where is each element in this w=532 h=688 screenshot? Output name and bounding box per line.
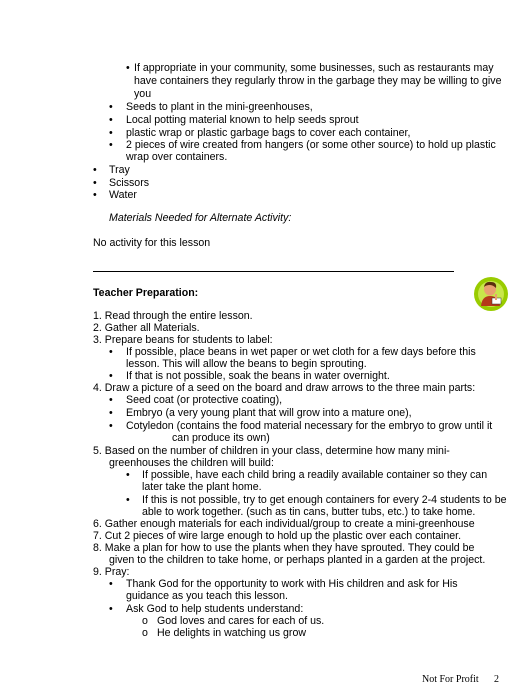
- prep-step-6: 6. Gather enough materials for each individual/group to create a mini-greenhouse: [93, 518, 475, 530]
- prep-sub-bullet-1: God loves and cares for each of us.: [157, 615, 325, 627]
- bullet: •: [109, 127, 113, 139]
- circle-bullet: o: [142, 627, 148, 639]
- prep-step-5-bullet-2-cont: able to work together. (such as tin cans, butter tubs, etc.) to take home.: [142, 506, 476, 518]
- materials-item-wire-cont: wrap over containers.: [126, 151, 228, 163]
- prep-step-4-bullet-2: Embryo (a very young plant that will grow into a mature one),: [126, 407, 412, 419]
- bullet: •: [109, 407, 113, 419]
- prep-step-5-cont: greenhouses the children will build:: [109, 457, 274, 469]
- bullet: •: [109, 139, 113, 151]
- prep-step-4-bullet-3-cont: can produce its own): [172, 432, 270, 444]
- circle-bullet: o: [142, 615, 148, 627]
- bullet: •: [109, 578, 113, 590]
- bullet: •: [109, 114, 113, 126]
- divider: [93, 271, 454, 272]
- bullet: •: [126, 62, 130, 74]
- prep-step-3-bullet-2: If that is not possible, soak the beans in water overnight.: [126, 370, 390, 382]
- prep-heading: Teacher Preparation:: [93, 287, 199, 299]
- bullet: •: [126, 494, 130, 506]
- prep-step-9-bullet-1-cont: guidance as you teach this lesson.: [126, 590, 288, 602]
- materials-item-tray: Tray: [109, 164, 130, 176]
- alternate-text: No activity for this lesson: [93, 237, 211, 249]
- prep-step-9-bullet-2: Ask God to help students understand:: [126, 603, 304, 615]
- prep-step-2: 2. Gather all Materials.: [93, 322, 200, 334]
- materials-item-seeds: Seeds to plant in the mini-greenhouses,: [126, 101, 313, 113]
- materials-sub-bullet-line-3: you: [134, 88, 152, 100]
- materials-item-potting: Local potting material known to help seeds sprout: [126, 114, 359, 126]
- bullet: •: [109, 370, 113, 382]
- prep-step-8-cont: given to the children to take home, or perhaps planted in a garden at the project.: [109, 554, 486, 566]
- materials-sub-bullet-line-1: If appropriate in your community, some businesses, such as restaurants may: [134, 62, 494, 74]
- page-number: 2: [494, 674, 499, 685]
- prep-step-5: 5. Based on the number of children in your class, determine how many mini-: [93, 445, 450, 457]
- materials-item-scissors: Scissors: [109, 177, 150, 189]
- materials-item-wire: 2 pieces of wire created from hangers (or some other source) to hold up plastic: [126, 139, 496, 151]
- prep-sub-bullet-2: He delights in watching us grow: [157, 627, 306, 639]
- prep-step-1: 1. Read through the entire lesson.: [93, 310, 253, 322]
- materials-item-water: Water: [109, 189, 137, 201]
- prep-step-9: 9. Pray:: [93, 566, 130, 578]
- footer-text: Not For Profit: [422, 674, 479, 685]
- materials-sub-bullet-line-2: have containers they regularly throw in the garbage they may be willing to give: [134, 75, 502, 87]
- prep-step-5-bullet-1: If possible, have each child bring a readily available container so they can: [142, 469, 488, 481]
- alternate-heading: Materials Needed for Alternate Activity:: [109, 212, 292, 224]
- prep-step-3: 3. Prepare beans for students to label:: [93, 334, 273, 346]
- prep-step-3-bullet-1-cont: lesson. This will allow the beans to begin sprouting.: [126, 358, 367, 370]
- prep-step-3-bullet-1: If possible, place beans in wet paper or wet cloth for a few days before this: [126, 346, 476, 358]
- prep-step-4-bullet-1: Seed coat (or protective coating),: [126, 394, 283, 406]
- bullet: •: [93, 189, 97, 201]
- bullet: •: [93, 177, 97, 189]
- prep-step-9-bullet-1: Thank God for the opportunity to work with His children and ask for His: [126, 578, 458, 590]
- bullet: •: [109, 394, 113, 406]
- prep-step-4: 4. Draw a picture of a seed on the board and draw arrows to the three main parts:: [93, 382, 476, 394]
- prep-step-4-bullet-3: Cotyledon (contains the food material necessary for the embryo to grow until it: [126, 420, 493, 432]
- materials-item-plastic-wrap: plastic wrap or plastic garbage bags to cover each container,: [126, 127, 411, 139]
- bullet: •: [93, 164, 97, 176]
- teacher-icon: [473, 276, 509, 312]
- bullet: •: [109, 420, 113, 432]
- bullet: •: [109, 101, 113, 113]
- prep-step-7: 7. Cut 2 pieces of wire large enough to hold up the plastic over each container.: [93, 530, 462, 542]
- bullet: •: [126, 469, 130, 481]
- bullet: •: [109, 346, 113, 358]
- prep-step-5-bullet-1-cont: later take the plant home.: [142, 481, 262, 493]
- bullet: •: [109, 603, 113, 615]
- prep-step-8: 8. Make a plan for how to use the plants when they have sprouted. They could be: [93, 542, 475, 554]
- prep-step-5-bullet-2: If this is not possible, try to get enough containers for every 2-4 students to be: [142, 494, 507, 506]
